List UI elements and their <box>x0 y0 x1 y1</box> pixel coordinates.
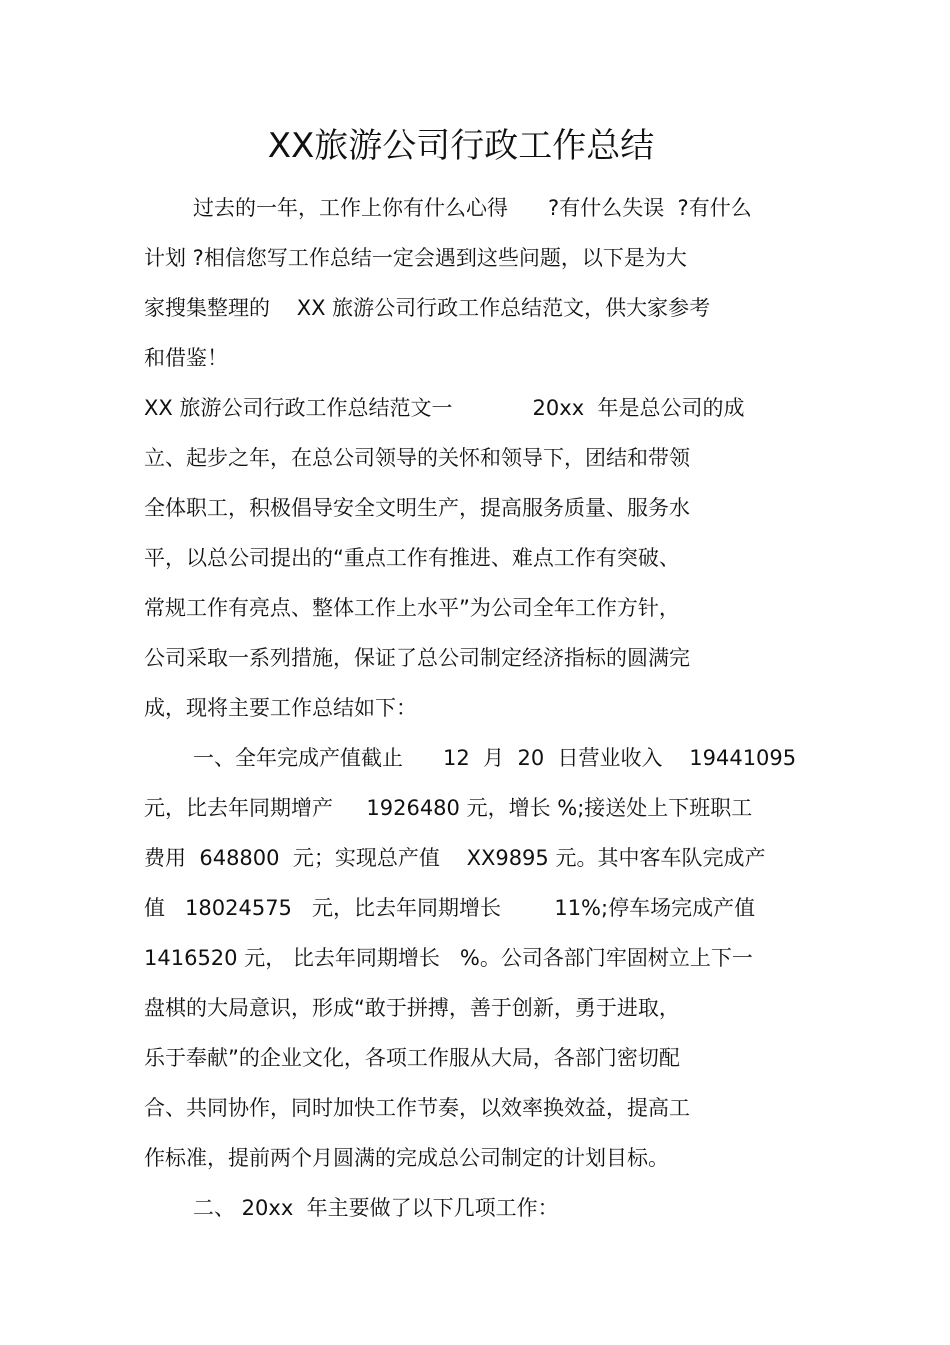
paragraph-line: 合、共同协作，同时加快工作节奏，以效率换效益，提高工 <box>144 1096 690 1120</box>
paragraph-line: 过去的一年，工作上你有什么心得 ?有什么失误 ?有什么 <box>193 196 752 220</box>
paragraph-line: 成，现将主要工作总结如下： <box>144 696 417 720</box>
paragraph-line: 一、全年完成产值截止 12 月 20 日营业收入 19441095 <box>193 746 797 770</box>
paragraph-line: 公司采取一系列措施，保证了总公司制定经济指标的圆满完 <box>144 646 690 670</box>
paragraph-line: 作标准，提前两个月圆满的完成总公司制定的计划目标。 <box>144 1146 669 1170</box>
paragraph-line: 常规工作有亮点、整体工作上水平”为公司全年工作方针， <box>144 596 680 620</box>
paragraph-line: 全体职工，积极倡导安全文明生产，提高服务质量、服务水 <box>144 496 690 520</box>
paragraph-line: 立、起步之年，在总公司领导的关怀和领导下，团结和带领 <box>144 446 690 470</box>
document-title: XX旅游公司行政工作总结 <box>267 126 655 166</box>
paragraph-line: 和借鉴！ <box>144 346 228 370</box>
paragraph-line: 费用 648800 元；实现总产值 XX9895 元。其中客车队完成产 <box>144 846 766 870</box>
paragraph-line: 元，比去年同期增产 1926480 元，增长 %;接送处上下班职工 <box>144 796 753 820</box>
paragraph-line: 乐于奉献”的企业文化，各项工作服从大局，各部门密切配 <box>144 1046 680 1070</box>
paragraph-line: XX 旅游公司行政工作总结范文一 20xx 年是总公司的成 <box>144 396 745 420</box>
paragraph-line: 平，以总公司提出的“重点工作有推进、难点工作有突破、 <box>144 546 680 570</box>
paragraph-line: 盘棋的大局意识，形成“敢于拼搏，善于创新，勇于进取， <box>144 996 680 1020</box>
paragraph-line: 家搜集整理的 XX 旅游公司行政工作总结范文，供大家参考 <box>144 296 711 320</box>
paragraph-line: 值 18024575 元，比去年同期增长 11%;停车场完成产值 <box>144 896 756 920</box>
section-heading: 二、 20xx 年主要做了以下几项工作： <box>193 1196 559 1220</box>
paragraph-line: 计划 ?相信您写工作总结一定会遇到这些问题，以下是为大 <box>144 246 687 270</box>
paragraph-line: 1416520 元， 比去年同期增长 %。公司各部门牢固树立上下一 <box>144 946 753 970</box>
